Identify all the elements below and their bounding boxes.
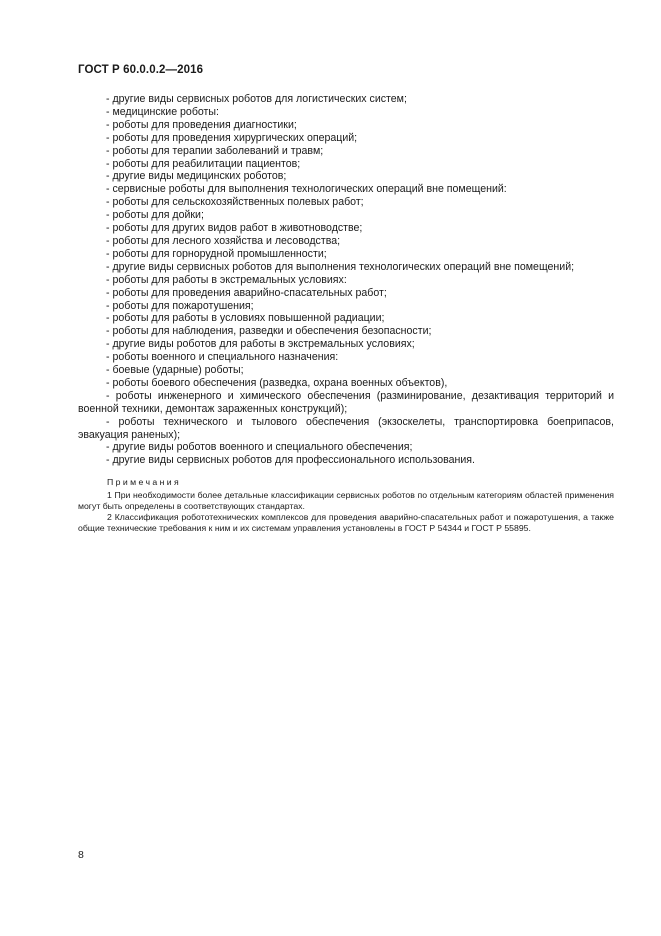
classification-list [78, 93, 614, 467]
list-item: - роботы инженерного и химического обеспечения (разминирование, дезактивация территорий и военной техники, демонтаж зараженных конструкций); [78, 389, 614, 415]
list-item: - роботы боевого обеспечения (разведка, охрана военных объектов), [106, 376, 448, 389]
list-item: - роботы военного и специального назначения: [106, 351, 339, 364]
notes-section [78, 477, 614, 534]
list-item: - роботы для других видов работ в животноводстве; [106, 222, 363, 235]
list-item: - другие виды сервисных роботов для выполнения технологических операций вне помещений; [106, 260, 575, 273]
list-item: - другие виды сервисных роботов для профессионального использования. [106, 454, 475, 467]
notes-title: Примечания [107, 477, 182, 488]
note-item: 2 Классификация робототехнических комплексов для проведения аварийно-спасательных работ и пожаротушения, а также общие технические требования к ним и их системам управления установлены в ГОСТ Р 54344 и ГОСТ Р 55895. [78, 512, 614, 534]
list-item: - роботы технического и тылового обеспечения (экзоскелеты, транспортировка боеприпасов, эвакуация раненых); [78, 415, 614, 441]
page-number: 8 [78, 849, 84, 861]
list-item: - роботы для работы в условиях повышенной радиации; [106, 312, 385, 325]
list-item: - роботы для проведения аварийно-спасательных работ; [106, 286, 387, 299]
list-item: - роботы для наблюдения, разведки и обеспечения безопасности; [106, 325, 432, 338]
document-header: ГОСТ Р 60.0.0.2—2016 [78, 64, 204, 76]
list-item: - другие виды сервисных роботов для логистических систем; [106, 93, 407, 105]
list-item: - роботы для работы в экстремальных условиях: [106, 273, 347, 286]
list-item: - роботы для дойки; [106, 209, 204, 222]
list-item: - другие виды медицинских роботов; [106, 170, 287, 183]
list-item: - роботы для лесного хозяйства и лесоводства; [106, 234, 341, 247]
list-item: - роботы для реабилитации пациентов; [106, 157, 301, 170]
note-item: 1 При необходимости более детальные классификации сервисных роботов по отдельным категориям областей применения могут быть определены в соответствующих стандартах. [78, 489, 614, 511]
list-item: - роботы для проведения диагностики; [106, 118, 297, 131]
list-item: - роботы для проведения хирургических операций; [106, 131, 358, 144]
document-body [78, 93, 614, 535]
list-item: - сервисные роботы для выполнения технологических операций вне помещений: [106, 183, 507, 196]
list-item: - медицинские роботы: [106, 105, 219, 118]
list-item: - роботы для терапии заболеваний и травм; [106, 144, 324, 157]
list-item: - роботы для сельскохозяйственных полевых работ; [106, 196, 364, 209]
list-item: - другие виды роботов военного и специального обеспечения; [106, 441, 413, 454]
list-item: - роботы для пожаротушения; [106, 299, 254, 312]
list-item: - роботы для горнорудной промышленности; [106, 247, 327, 260]
list-item: - другие виды роботов для работы в экстремальных условиях; [106, 338, 415, 351]
list-item: - боевые (ударные) роботы; [106, 364, 244, 377]
